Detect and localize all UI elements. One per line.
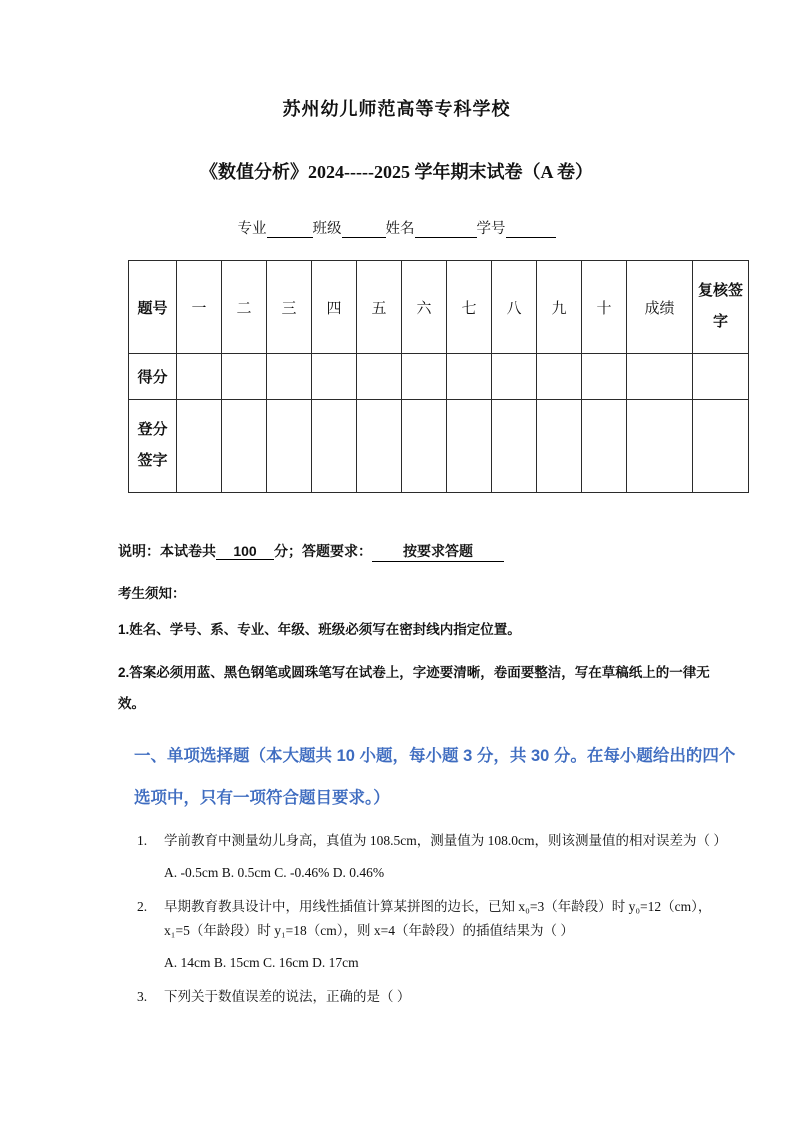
col-header-3: 三 <box>267 261 312 354</box>
question-3-text: 下列关于数值误差的说法，正确的是（ ） <box>164 988 411 1004</box>
sign-row-label: 登分签字 <box>129 400 177 493</box>
question-1-options: A. -0.5cm B. 0.5cm C. -0.46% D. 0.46% <box>164 865 385 881</box>
major-blank <box>267 221 313 238</box>
major-label: 专业 <box>237 221 267 237</box>
score-cell <box>537 354 582 400</box>
col-header-9: 九 <box>537 261 582 354</box>
col-header-score: 成绩 <box>627 261 693 354</box>
answer-requirement-blank: 按要求答题 <box>372 541 504 562</box>
question-3 <box>137 985 735 1008</box>
score-cell <box>627 354 693 400</box>
col-header-5: 五 <box>357 261 402 354</box>
sign-cell <box>582 400 627 493</box>
note-part1: 说明：本试卷共 <box>118 543 216 559</box>
sign-cell <box>447 400 492 493</box>
score-cell <box>447 354 492 400</box>
question-2-options: A. 14cm B. 15cm C. 16cm D. 17cm <box>164 954 359 970</box>
score-cell <box>492 354 537 400</box>
class-blank <box>342 221 386 238</box>
question-2-text: 早期教育教具设计中，用线性插值计算某拼图的边长，已知 x₀=3（年龄段）时 y₀=12（cm），x₁=5（年龄段）时 y₁=18（cm），则 x=4（年龄段）的插值结果为（ ） <box>164 899 712 938</box>
score-cell <box>402 354 447 400</box>
score-cell <box>267 354 312 400</box>
score-row-label: 得分 <box>129 354 177 400</box>
sign-cell <box>222 400 267 493</box>
col-header-2: 二 <box>222 261 267 354</box>
sign-cell <box>492 400 537 493</box>
col-header-7: 七 <box>447 261 492 354</box>
score-cell <box>177 354 222 400</box>
notice-item-2: 2.答案必须用蓝、黑色钢笔或圆珠笔写在试卷上，字迹要清晰，卷面要整洁，写在草稿纸上的一律无效。 <box>118 665 710 712</box>
question-3-number: 3. <box>137 988 148 1004</box>
name-label: 姓名 <box>385 221 415 237</box>
question-2-number: 2. <box>137 899 148 915</box>
col-header-8: 八 <box>492 261 537 354</box>
question-1-text: 学前教育中测量幼儿身高，真值为 108.5cm，测量值为 108.0cm，则该测量值的相对误差为（ ） <box>164 833 727 849</box>
col-header-1: 一 <box>177 261 222 354</box>
exam-title: 《数值分析》2024-----2025 学年期末试卷（A 卷） <box>200 162 593 182</box>
score-table <box>128 260 749 493</box>
exam-note-line <box>118 541 736 562</box>
sign-cell <box>312 400 357 493</box>
question-2 <box>137 895 735 941</box>
score-cell <box>357 354 402 400</box>
notice-title: 考生须知： <box>118 586 186 601</box>
sign-row <box>129 400 749 493</box>
table-header-row <box>129 261 749 354</box>
school-name: 苏州幼儿师范高等专科学校 <box>282 99 511 119</box>
note-part2: 分；答题要求： <box>274 543 372 559</box>
question-1 <box>137 829 735 852</box>
sign-cell <box>537 400 582 493</box>
col-header-review-sign: 复核签字 <box>693 261 749 354</box>
id-blank <box>506 221 556 238</box>
score-cell <box>693 354 749 400</box>
class-label: 班级 <box>312 221 342 237</box>
name-blank <box>415 221 477 238</box>
score-cell <box>582 354 627 400</box>
col-header-4: 四 <box>312 261 357 354</box>
score-cell <box>222 354 267 400</box>
student-info-line <box>0 217 793 238</box>
question-1-number: 1. <box>137 833 148 849</box>
sign-cell <box>402 400 447 493</box>
col-header-6: 六 <box>402 261 447 354</box>
section-1-heading: 一、单项选择题（本大题共 10 小题，每小题 3 分，共 30 分。在每小题给出的四个选项中，只有一项符合题目要求。） <box>134 747 736 808</box>
sign-cell <box>177 400 222 493</box>
notice-item-1: 1.姓名、学号、系、专业、年级、班级必须写在密封线内指定位置。 <box>118 622 521 637</box>
col-header-10: 十 <box>582 261 627 354</box>
sign-cell <box>357 400 402 493</box>
table-corner-cell: 题号 <box>129 261 177 354</box>
total-score-blank: 100 <box>216 543 274 560</box>
score-cell <box>312 354 357 400</box>
id-label: 学号 <box>476 221 506 237</box>
score-row <box>129 354 749 400</box>
sign-cell <box>693 400 749 493</box>
sign-cell <box>267 400 312 493</box>
sign-cell <box>627 400 693 493</box>
